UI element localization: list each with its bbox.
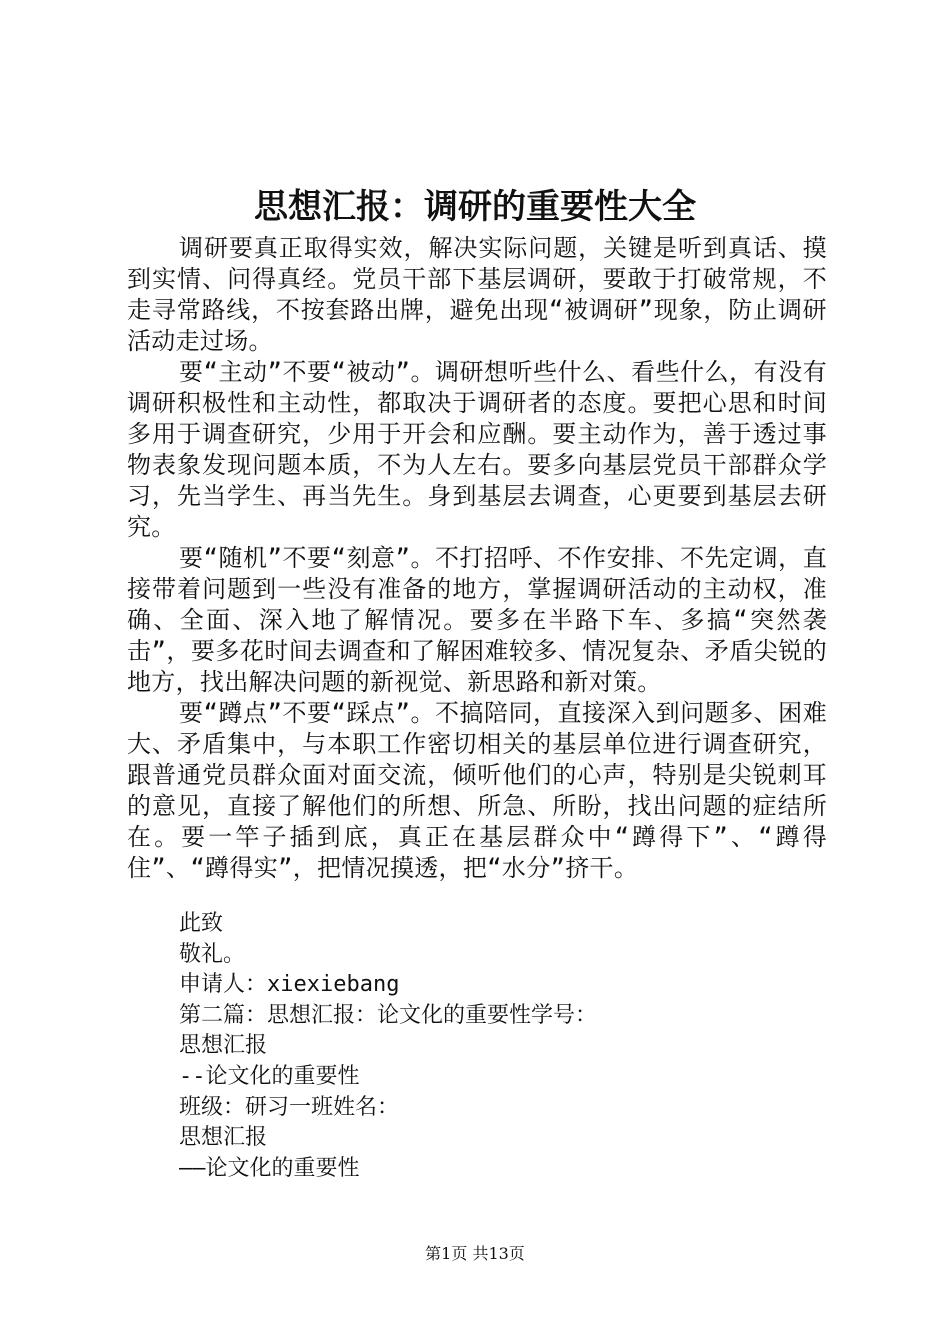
second-article-heading: 第二篇：思想汇报：论文化的重要性学号： xyxy=(179,1002,598,1028)
applicant-line: 申请人：xiexiebang xyxy=(179,972,400,998)
paragraph-3: 要“随机”不要“刻意”。不打招呼、不作安排、不先定调，直接带着问题到一些没有准备的地方，掌握调研活动的主动权，准确、全面、深入地了解情况。要多在半路下车、多搞“突然袭击”，要多花时间去调查和了解困难较多、情况复杂、矛盾尖锐的地方，找出解决问题的新视觉、新思路和新对策。 xyxy=(127,544,828,696)
paragraph-4: 要“蹲点”不要“踩点”。不搞陪同，直接深入到问题多、困难大、矛盾集中，与本职工作密切相关的基层单位进行调查研究，跟普通党员群众面对面交流，倾听他们的心声，特别是尖锐刺耳的意见，直接了解他们的所想、所急、所盼，找出问题的症结所在。要一竿子插到底，真正在基层群众中“蹲得下”、“蹲得住”、“蹲得实”，把情况摸透，把“水分”挤干。 xyxy=(127,699,827,882)
second-article-title: 思想汇报 xyxy=(179,1033,268,1059)
closing-line-1: 此致 xyxy=(179,911,224,936)
page-footer: 第1页 共13页 xyxy=(425,1244,525,1263)
second-article-subtitle: --论文化的重要性 xyxy=(179,1063,360,1089)
document-title: 思想汇报：调研的重要性大全 xyxy=(254,187,696,227)
second-article-title-repeat: 思想汇报 xyxy=(179,1125,268,1151)
closing-section xyxy=(179,909,819,1184)
second-article-subtitle-repeat: ——论文化的重要性 xyxy=(179,1155,360,1181)
closing-line-2: 敬礼。 xyxy=(179,941,246,967)
document-body xyxy=(127,233,827,884)
class-name-line: 班级：研习一班姓名： xyxy=(179,1094,400,1120)
paragraph-1: 调研要真正取得实效，解决实际问题，关键是听到真话、摸到实情、问得真经。党员干部下基层调研，要敢于打破常规，不走寻常路线，不按套路出牌，避免出现“被调研”现象，防止调研活动走过场。 xyxy=(127,234,827,355)
paragraph-2: 要“主动”不要“被动”。调研想听些什么、看些什么，有没有调研积极性和主动性，都取决于调研者的态度。要把心思和时间多用于调查研究，少用于开会和应酬。要主动作为，善于透过事物表象发现问题本质，不为人左右。要多向基层党员干部群众学习，先当学生、再当先生。身到基层去调查，心更要到基层去研究。 xyxy=(127,358,827,541)
